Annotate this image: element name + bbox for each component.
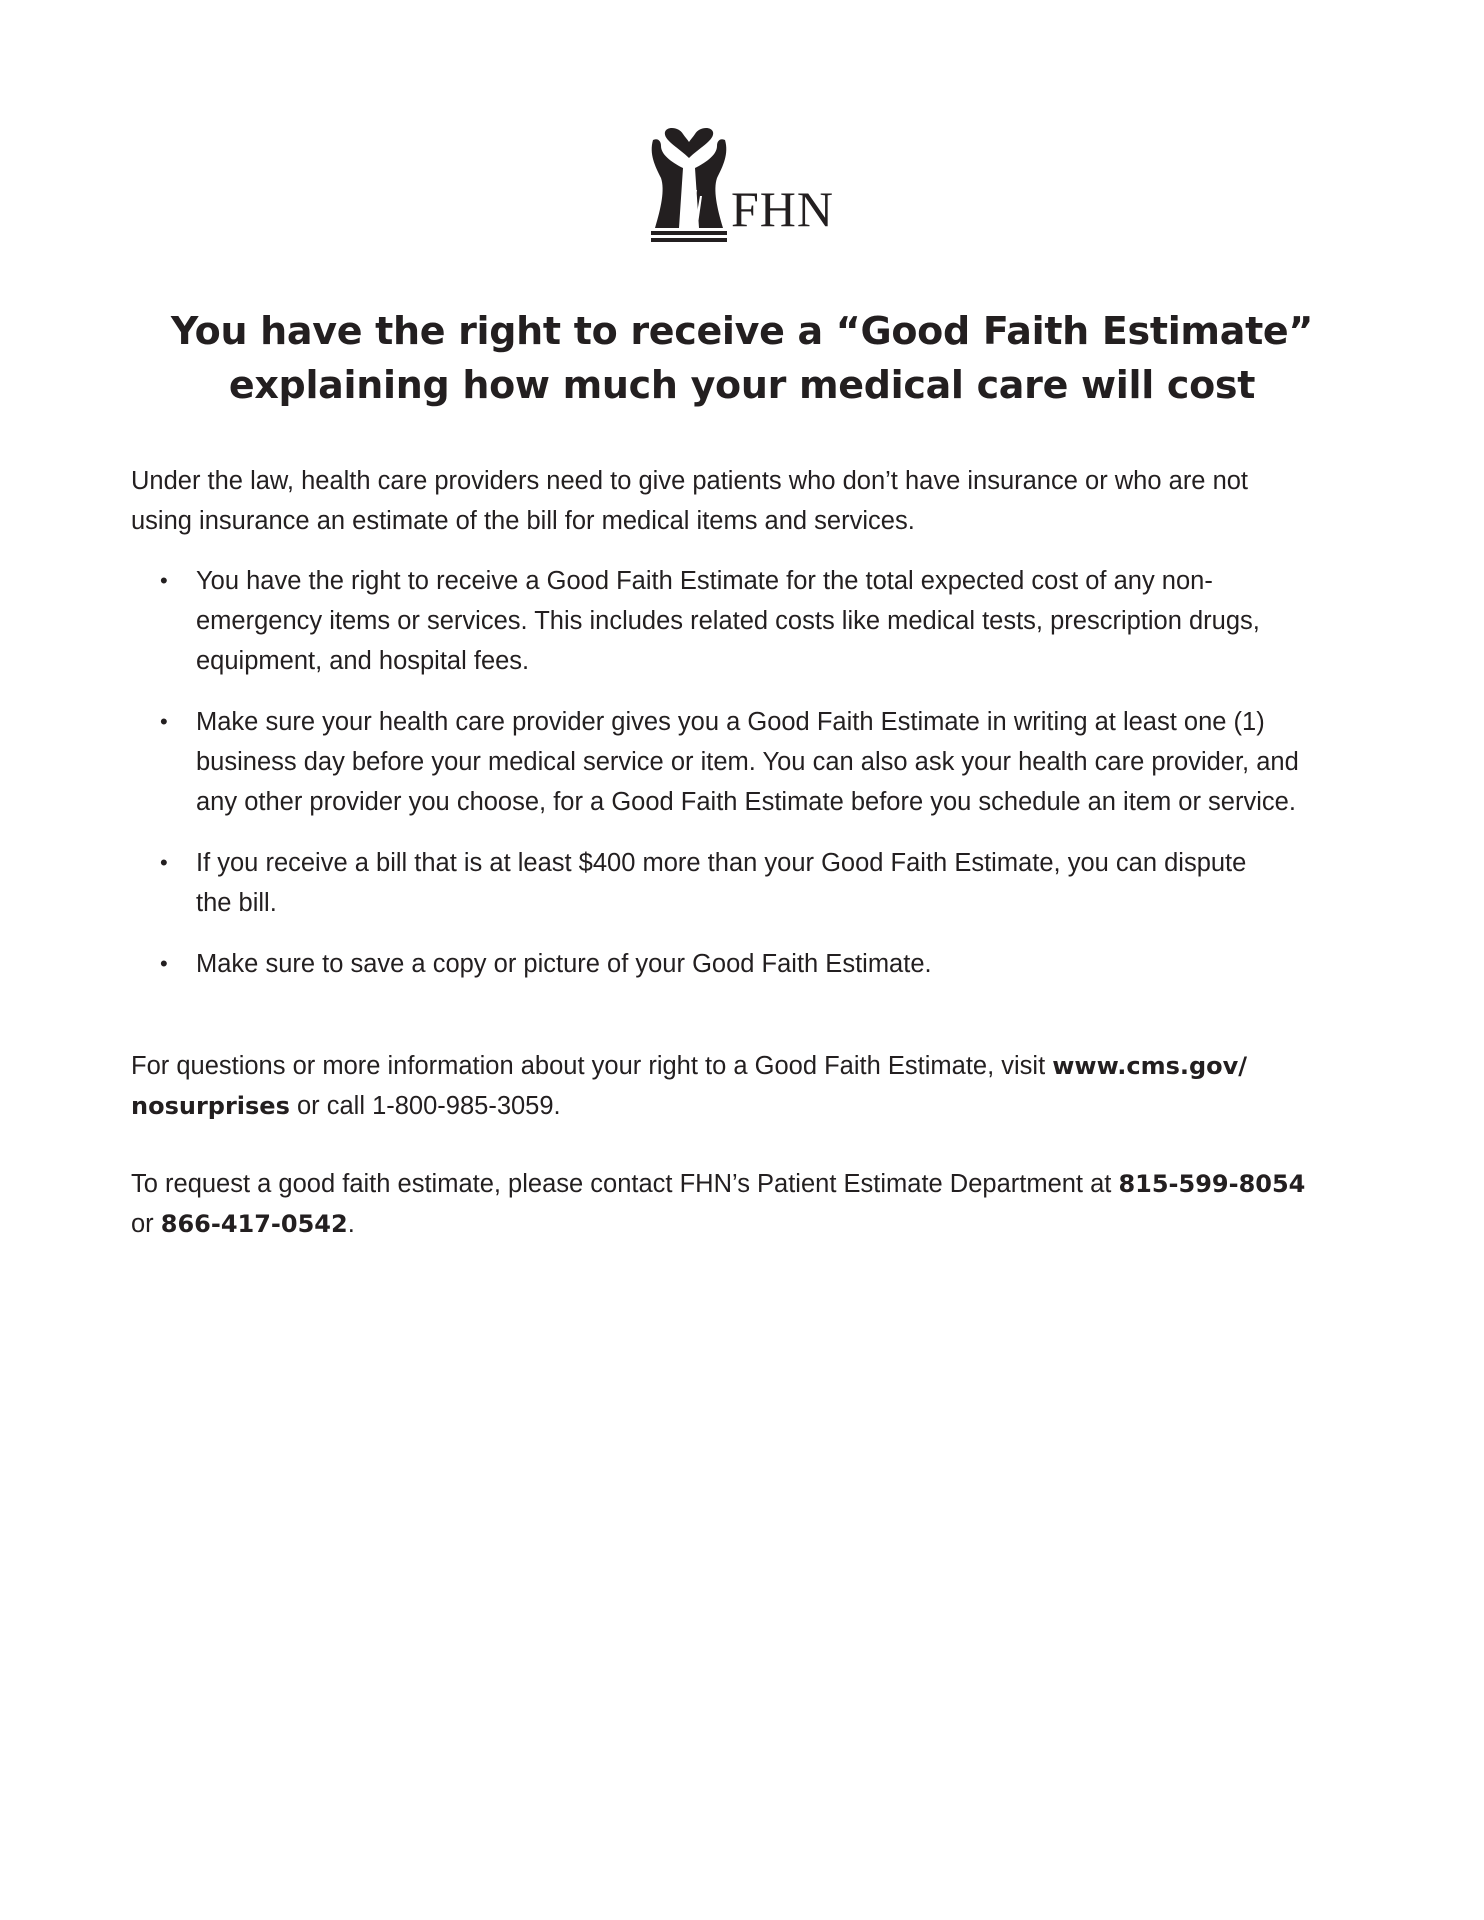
bullet-line: If you receive a bill that is at least $400 more than your Good Faith Estimate, you can dispute — [196, 849, 1247, 877]
request-end-text: . — [347, 1210, 355, 1238]
intro-line-2: using insurance an estimate of the bill for medical items and services. — [131, 507, 915, 535]
intro-line-1: Under the law, health care providers need to give patients who don’t have insurance or who are not — [131, 467, 1249, 495]
bullet-icon: • — [160, 850, 168, 875]
cms-link[interactable]: www.cms.gov/ — [1052, 1052, 1248, 1080]
bullet-icon: • — [160, 709, 168, 734]
bullet-item-dispute-bill — [157, 843, 1357, 923]
bullet-icon: • — [160, 568, 168, 593]
bullet-icon: • — [160, 951, 168, 976]
fhn-logo — [649, 128, 839, 246]
request-text: To request a good faith estimate, please contact FHN’s Patient Estimate Department at — [131, 1170, 1119, 1198]
cms-link-continued[interactable]: nosurprises — [131, 1092, 290, 1120]
intro-paragraph — [131, 461, 1361, 541]
bullet-item-estimate-right — [157, 561, 1357, 681]
info-phone-text: or call 1-800-985-3059. — [289, 1092, 561, 1120]
phone-number-primary[interactable]: 815-599-8054 — [1118, 1170, 1306, 1198]
page-title — [0, 304, 1484, 412]
title-line-1: You have the right to receive a “Good Faith Estimate” — [170, 309, 1314, 353]
info-paragraph — [131, 1046, 1361, 1126]
bullet-line: equipment, and hospital fees. — [196, 647, 530, 675]
bullet-line: any other provider you choose, for a Good Faith Estimate before you schedule an item or service. — [196, 788, 1296, 816]
hands-holding-heart-icon — [649, 128, 729, 246]
bullet-line: You have the right to receive a Good Faith Estimate for the total expected cost of any non- — [196, 567, 1213, 595]
bullet-item-save-copy — [157, 944, 1357, 984]
bullet-line: the bill. — [196, 889, 277, 917]
logo-wordmark: FHN — [731, 181, 835, 237]
rights-bullet-list — [157, 561, 1357, 1005]
request-or-text: or — [131, 1210, 161, 1238]
bullet-line: Make sure your health care provider gives you a Good Faith Estimate in writing at least one (1) — [196, 708, 1265, 736]
bullet-item-written-estimate — [157, 702, 1357, 822]
bullet-line: Make sure to save a copy or picture of your Good Faith Estimate. — [196, 950, 932, 978]
bullet-line: business day before your medical service or item. You can also ask your health care provider, and — [196, 748, 1299, 776]
title-line-2: explaining how much your medical care will cost — [228, 363, 1256, 407]
phone-number-secondary[interactable]: 866-417-0542 — [160, 1210, 348, 1238]
request-paragraph — [131, 1164, 1381, 1244]
info-text: For questions or more information about your right to a Good Faith Estimate, visit — [131, 1052, 1053, 1080]
bullet-line: emergency items or services. This includes related costs like medical tests, prescription drugs, — [196, 607, 1260, 635]
